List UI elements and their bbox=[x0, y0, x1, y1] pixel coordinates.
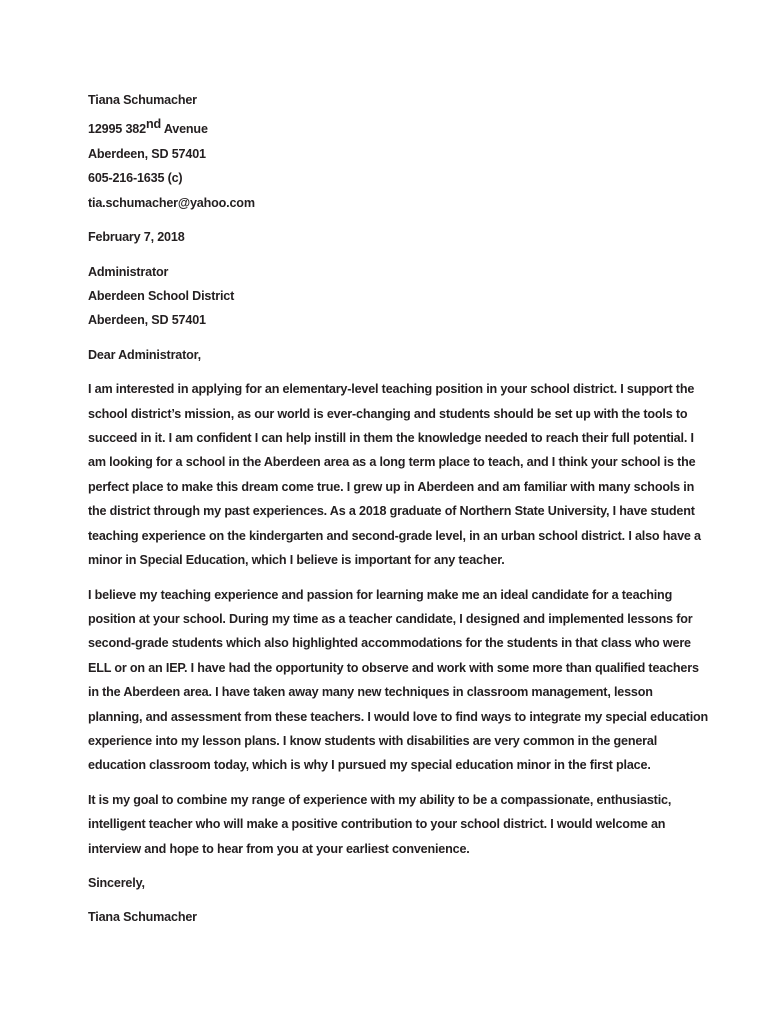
sender-phone: 605-216-1635 (c) bbox=[88, 171, 183, 186]
signature-block bbox=[88, 905, 710, 929]
sender-street-type: Avenue bbox=[160, 122, 208, 137]
recipient-line-2: Aberdeen School District bbox=[88, 289, 235, 304]
letter-date-block bbox=[88, 225, 710, 249]
sender-street bbox=[88, 112, 710, 142]
salutation-block bbox=[88, 343, 710, 367]
spacer-after-sender bbox=[88, 215, 710, 225]
recipient-line-3: Aberdeen, SD 57401 bbox=[88, 313, 206, 328]
sender-address-block bbox=[88, 88, 710, 215]
letter-body bbox=[88, 88, 710, 930]
spacer-before-signature bbox=[88, 895, 710, 905]
spacer-after-salutation bbox=[88, 367, 710, 377]
sender-email: tia.schumacher@yahoo.com bbox=[88, 195, 255, 210]
sender-name: Tiana Schumacher bbox=[88, 93, 197, 107]
spacer-before-closing bbox=[88, 861, 710, 871]
sender-street-ordinal-suffix: nd bbox=[145, 117, 161, 132]
letter-date: February 7, 2018 bbox=[88, 230, 185, 245]
body-paragraph: I am interested in applying for an elementary-level teaching position in your school district. I support the school district’s mission, as our world is ever-changing and students should be set up with the tools to succeed in it. I am confident I can help instill in them the knowledge needed to reach their full potential. I am looking for a school in the Aberdeen area as a long term place to teach, and I think your school is the perfect place to make this dream come true. I grew up in Aberdeen and am familiar with many schools in the district through my past experiences. As a 2018 graduate of Northern State University, I have student teaching experience on the kindergarten and second-grade level, in an urban school district. I also have a minor in Special Education, which I believe is important for any teacher. bbox=[88, 382, 701, 568]
spacer-between-paragraphs bbox=[88, 778, 710, 788]
spacer-between-paragraphs bbox=[88, 573, 710, 583]
body-paragraph: I believe my teaching experience and passion for learning make me an ideal candidate for a teaching position at your school. During my time as a teacher candidate, I designed and implemented lessons for second-grade students which also highlighted accommodations for the students in that class who were ELL or on an IEP. I have had the opportunity to observe and work with some more than qualified teachers in the Aberdeen area. I have taken away many new techniques in classroom management, lesson planning, and assessment from these teachers. I would love to find ways to integrate my special education experience into my lesson plans. I know students with disabilities are very common in the general education classroom today, which is why I pursued my special education minor in the first place. bbox=[88, 587, 709, 773]
spacer-after-date bbox=[88, 250, 710, 260]
spacer-after-recipient bbox=[88, 333, 710, 343]
recipient-address-block bbox=[88, 260, 710, 333]
sender-street-number: 12995 bbox=[88, 122, 123, 137]
recipient-line-1: Administrator bbox=[88, 264, 169, 279]
sender-street-ordinal-base: 382 bbox=[125, 122, 146, 137]
closing-salutation: Sincerely, bbox=[88, 875, 145, 890]
closing-block bbox=[88, 871, 710, 895]
body-paragraph: It is my goal to combine my range of experience with my ability to be a compassionate, enthusiastic, intelligent teacher who will make a positive contribution to your school district. I would welcome an interview and hope to hear from you at your earliest convenience. bbox=[88, 792, 672, 856]
sender-city-state-zip: Aberdeen, SD 57401 bbox=[88, 147, 206, 161]
salutation: Dear Administrator, bbox=[88, 347, 201, 362]
signature-name: Tiana Schumacher bbox=[88, 910, 197, 925]
